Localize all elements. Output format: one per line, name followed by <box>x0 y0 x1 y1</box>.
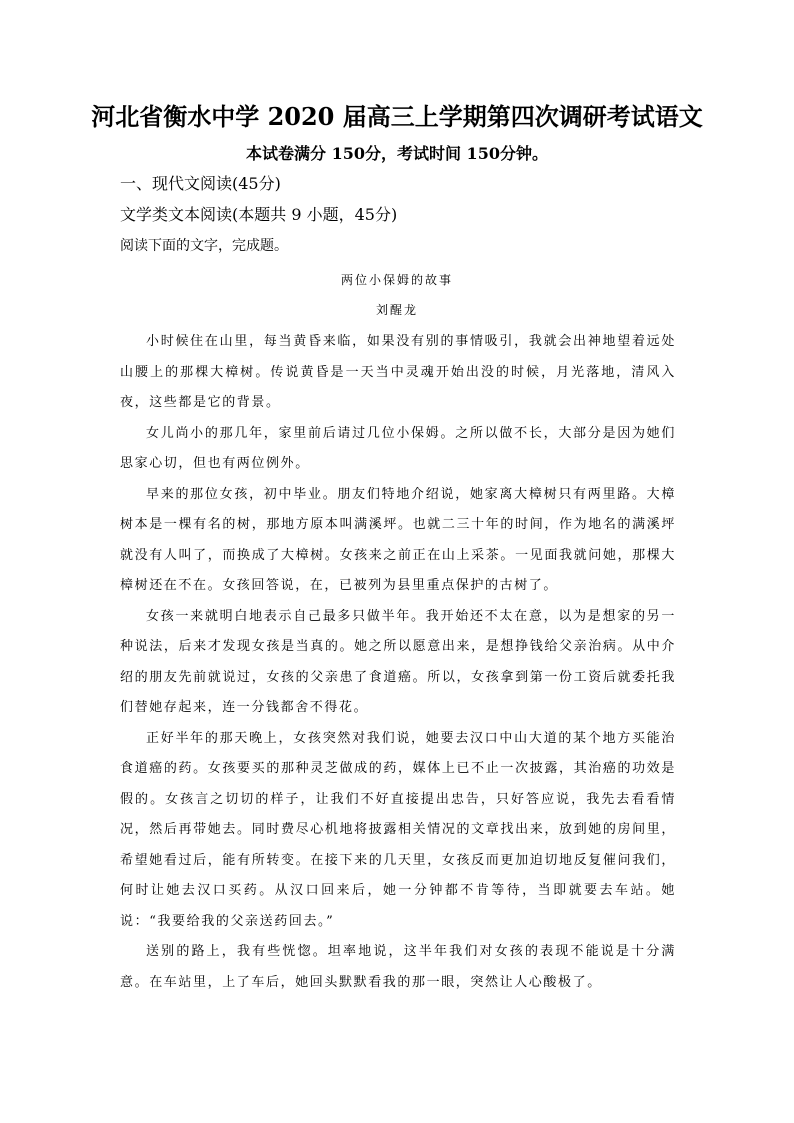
story-title: 两位小保姆的故事 <box>340 273 453 287</box>
story-paragraph: 正好半年的那天晚上，女孩突然对我们说，她要去汉口中山大道的某个地方买能治食道癌的药。女孩要买的那种灵芝做成的药，媒体上已不止一次披露，其治癌的功效是假的。女孩言之切切的样子，让我们不好直接提出忠告，只好答应说，我先去看看情况，然后再带她去。同时费尽心机地将披露相关情况的文章找出来，放到她的房间里，希望她看过后，能有所转变。在接下来的几天里，女孩反而更加迫切地反复催问我们，何时让她去汉口买药。从汉口回来后，她一分钟都不肯等待，当即就要去车站。她说：“我要给我的父亲送药回去。” <box>120 730 676 929</box>
story-author: 刘醒龙 <box>375 303 418 317</box>
story-paragraph: 小时候住在山里，每当黄昏来临，如果没有别的事情吸引，我就会出神地望着远处山腰上的那棵大樟树。传说黄昏是一天当中灵魂开始出没的时候，月光落地，清风入夜，这些都是它的背景。 <box>120 334 676 410</box>
story-paragraph: 女儿尚小的那几年，家里前后请过几位小保姆。之所以做不长，大部分是因为她们思家心切，但也有两位例外。 <box>120 425 676 471</box>
section-heading: 一、现代文阅读(45分) <box>120 174 281 193</box>
exam-subtitle: 本试卷满分 150分，考试时间 150分钟。 <box>246 144 548 163</box>
exam-title: 河北省衡水中学 2020 届高三上学期第四次调研考试语文 <box>91 102 703 131</box>
story-paragraph: 早来的那位女孩，初中毕业。朋友们特地介绍说，她家离大樟树只有两里路。大樟树本是一棵有名的树，那地方原本叫满溪坪。也就二三十年的时间，作为地名的满溪坪就没有人叫了，而换成了大樟树。女孩来之前正在山上采茶。一见面我就问她，那棵大樟树还在不在。女孩回答说，在，已被列为县里重点保护的古树了。 <box>120 486 676 593</box>
story-paragraph: 女孩一来就明白地表示自己最多只做半年。我开始还不太在意，以为是想家的另一种说法，后来才发现女孩是当真的。她之所以愿意出来，是想挣钱给父亲治病。从中介绍的朋友先前就说过，女孩的父亲患了食道癌。所以，女孩拿到第一份工资后就委托我们替她存起来，连一分钱都舍不得花。 <box>120 608 676 715</box>
story-body <box>120 327 676 998</box>
subsection-heading: 文学类文本阅读(本题共 9 小题，45分) <box>120 205 398 224</box>
story-paragraph: 送别的路上，我有些恍惚。坦率地说，这半年我们对女孩的表现不能说是十分满意。在车站里，上了车后，她回头默默看我的那一眼，突然让人心酸极了。 <box>120 944 676 990</box>
reading-instruction: 阅读下面的文字，完成题。 <box>120 238 288 254</box>
